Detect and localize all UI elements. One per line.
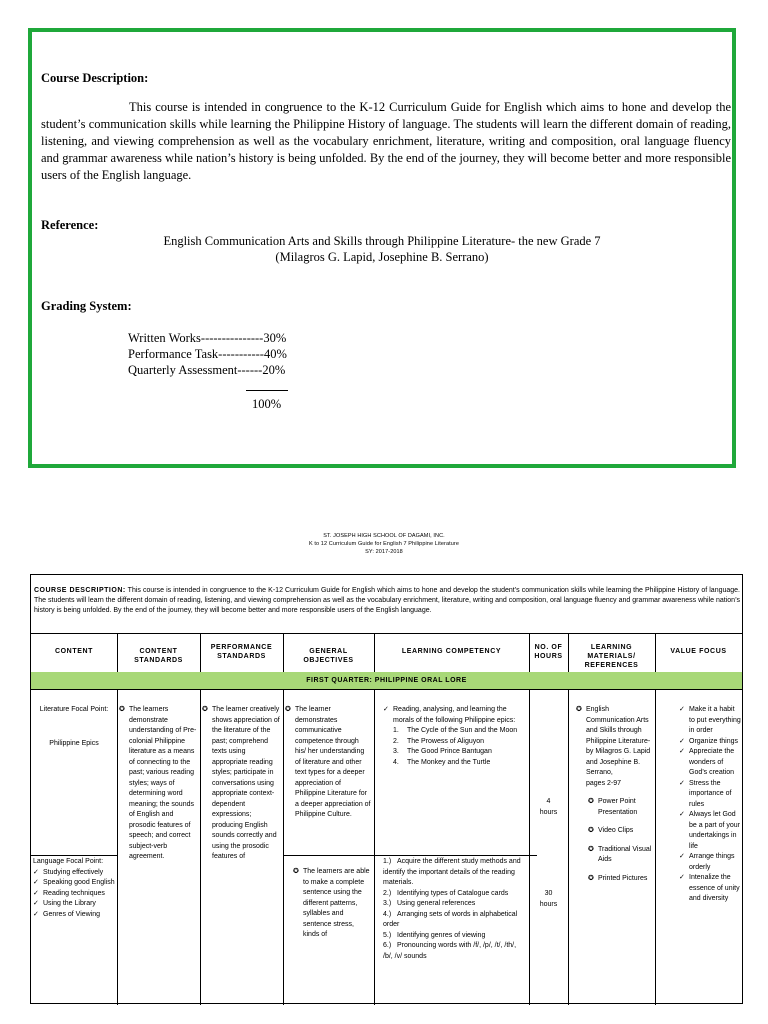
list-item: 1. The Cycle of the Sun and the Moon (393, 727, 518, 734)
table-course-description (34, 586, 740, 616)
hours-first-unit: hours (539, 808, 558, 816)
list-item: 6.) Pronouncing words with /f/, /p/, /t/, /th/, /b/, /v/ sounds (383, 942, 517, 960)
school-year: SY: 2017-2018 (365, 549, 403, 555)
general-objective-1: ✪ The learner demonstrates communicative competence through his/ her understanding of literature and other text types for a deeper appreciation of Philippine Literature for a deeper appreciation of Philippine Culture. (285, 705, 371, 821)
header-general-objectives: GENERAL OBJECTIVES (303, 648, 354, 664)
rule-under-description (31, 633, 742, 634)
general-objective-2: ✪ The learners are able to make a complete sentence using the different patterns, syllables and sentence stress, kinds of (293, 867, 371, 941)
language-focal-point: Language Focal Point: (33, 858, 104, 865)
content-standard-text: ✪ The learners demonstrate understanding of Pre-colonial Philippine literature as a means of connecting to the past; various reading styles; ways of determining word meaning; the sounds of English and prosodic features of speech; and correct subject-verb agreement. (119, 705, 197, 863)
list-item: 2.) Identifying types of Catalogue cards (383, 889, 509, 897)
hours-second-number: 30 (544, 890, 553, 897)
reference-line-1: English Communication Arts and Skills through Philippine Literature- the new Grade 7 (163, 234, 601, 248)
value-focus-cell (679, 705, 741, 905)
grading-performance-task: Performance Task-----------40% (128, 347, 287, 361)
list-item: ✪ Video Clips (588, 826, 652, 837)
header-no-of-hours: NO. OF HOURS (534, 644, 563, 660)
curriculum-guide-title: K to 12 Curriculum Guide for English 7 Philippine Literature (309, 541, 459, 547)
list-item: ✪ Power Point Presentation (588, 797, 652, 818)
learning-materials-cell (576, 705, 652, 884)
course-info-box (28, 28, 736, 468)
vrule-7 (655, 689, 656, 1005)
header-content: CONTENT (54, 648, 94, 655)
course-description-text (41, 99, 731, 184)
learning-competency-skills (383, 857, 527, 962)
literature-focal-point: Literature Focal Point: (39, 706, 109, 713)
content-standard-cell (119, 705, 197, 863)
list-item: 3.) Using general references (383, 900, 476, 907)
table-course-description-label: COURSE DESCRIPTION: (34, 587, 126, 594)
epics-list (383, 726, 523, 768)
grading-quarterly-assessment: Quarterly Assessment------20% (128, 363, 286, 377)
rule-content-split (31, 855, 117, 856)
curriculum-table (30, 574, 743, 1004)
rule-objectives-split (283, 855, 537, 856)
language-focal-list (33, 868, 117, 921)
reference-line-2: (Milagros G. Lapid, Josephine B. Serrano) (275, 250, 489, 264)
list-item: ✓ Organize things (679, 737, 741, 748)
list-item: ✓ Intenalize the essence of unity and diversity (679, 873, 741, 905)
list-item: ✪ Traditional Visual Aids (588, 845, 652, 866)
list-item: ✓ Arrange things orderly (679, 852, 741, 873)
materials-book: ✪ English Communication Arts and Skills through Philippine Literature- by Milagros G. Lapid and Josephine B. Serrano, (576, 705, 652, 779)
table-course-description-text: This course is intended in congruence to the K-12 Curriculum Guide for English which aims to hone and develop the student’s communication skills while learning the Philippine History of language. The students will learn the different domain of reading, listening, and viewing comprehension as well as the vocabulary enrichment, literature, writing and composition, oral language fluency and grammar awareness while nation’s history is being unfolded. By the end of the journey, they will become better and more responsible users of the English language. (34, 587, 741, 614)
performance-standard-cell (202, 705, 280, 863)
list-item: 1.) Acquire the different study methods and identify the important details of the reading materials. (383, 858, 521, 886)
list-item: ✪ Printed Pictures (588, 874, 652, 885)
list-item: 4. The Monkey and the Turtle (393, 758, 491, 766)
vrule-2 (200, 689, 201, 1005)
value-focus-list (679, 705, 741, 905)
quarter-band: FIRST QUARTER: PHILIPPINE ORAL LORE (31, 672, 742, 689)
header-content-standards: CONTENT STANDARDS (134, 648, 183, 664)
vrule-6 (568, 689, 569, 1005)
header-learning-competency: LEARNING COMPETENCY (401, 648, 502, 655)
list-item: ✓ Reading techniques (33, 889, 117, 900)
header-learning-materials: LEARNING MATERIALS/ REFERENCES (584, 644, 639, 669)
vrule-1 (117, 689, 118, 1005)
literature-topic: Philippine Epics (49, 740, 99, 747)
general-objective-2-cell (293, 867, 371, 941)
list-item: 3. The Good Prince Bantugan (393, 748, 492, 755)
learning-competency-intro: ✓ Reading, analysing, and learning the morals of the following Philippine epics: (383, 705, 523, 726)
language-focal-block (33, 857, 117, 920)
vrule-4 (374, 689, 375, 1005)
list-item: ✓ Genres of Viewing (33, 910, 117, 921)
hours-first (529, 797, 568, 818)
course-description-body: This course is intended in congruence to the K-12 Curriculum Guide for English which aims to hone and develop the student’s communication skills while learning the Philippine History of language. The students will learn the different domain of reading, listening, and viewing comprehension as well as the vocabulary enrichment, literature, writing and composition, oral language fluency and grammar awareness while nation’s history is being unfolded. By the end of the journey, they will become better and more responsible users of the English language. (41, 100, 731, 182)
rule-under-quarter (31, 689, 742, 690)
list-item: 2. The Prowess of Aliguyon (393, 737, 485, 745)
list-item: ✓ Appreciate the wonders of God’s creation (679, 747, 741, 779)
list-item: ✓ Speaking good English (33, 878, 117, 889)
course-description-heading: Course Description: (41, 71, 149, 85)
list-item: ✓ Studying effectively (33, 868, 117, 879)
reference-heading: Reference: (41, 218, 99, 232)
header-performance-standards: PERFORMANCE STANDARDS (210, 644, 273, 660)
list-item: 4.) Arranging sets of words in alphabetical order (383, 910, 518, 928)
general-objective-1-cell (285, 705, 371, 821)
list-item: ✓ Using the Library (33, 899, 117, 910)
grading-total: 100% (252, 397, 282, 411)
list-item: ✓ Stress the importance of rules (679, 779, 741, 811)
list-item: ✓ Make it a habit to put everything in order (679, 705, 741, 737)
grading-sum-line (246, 390, 288, 391)
grading-written-works: Written Works---------------30% (128, 331, 287, 345)
hours-second (529, 889, 568, 910)
school-name: ST. JOSEPH HIGH SCHOOL OF DAGAMI, INC. (323, 533, 445, 539)
hours-first-number: 4 (546, 798, 551, 805)
header-value-focus: VALUE FOCUS (670, 648, 727, 655)
learning-competency-epics (383, 705, 523, 768)
hours-second-unit: hours (539, 900, 558, 908)
grading-heading: Grading System: (41, 299, 132, 313)
performance-standard-text: ✪ The learner creatively shows appreciation of the literature of the past; comprehend texts using appropriate reading styles; participate in conversations using appropriate context-dependent expressions; producing English sounds correctly and using the prosodic features of (202, 705, 280, 863)
list-item: ✓ Always let God be a part of your undertakings in life (679, 810, 741, 852)
vrule-3 (283, 689, 284, 1005)
vrule-5 (529, 689, 530, 1005)
materials-pages: pages 2-97 (586, 779, 622, 787)
list-item: 5.) Identifying genres of viewing (383, 931, 486, 939)
materials-list (576, 797, 652, 884)
